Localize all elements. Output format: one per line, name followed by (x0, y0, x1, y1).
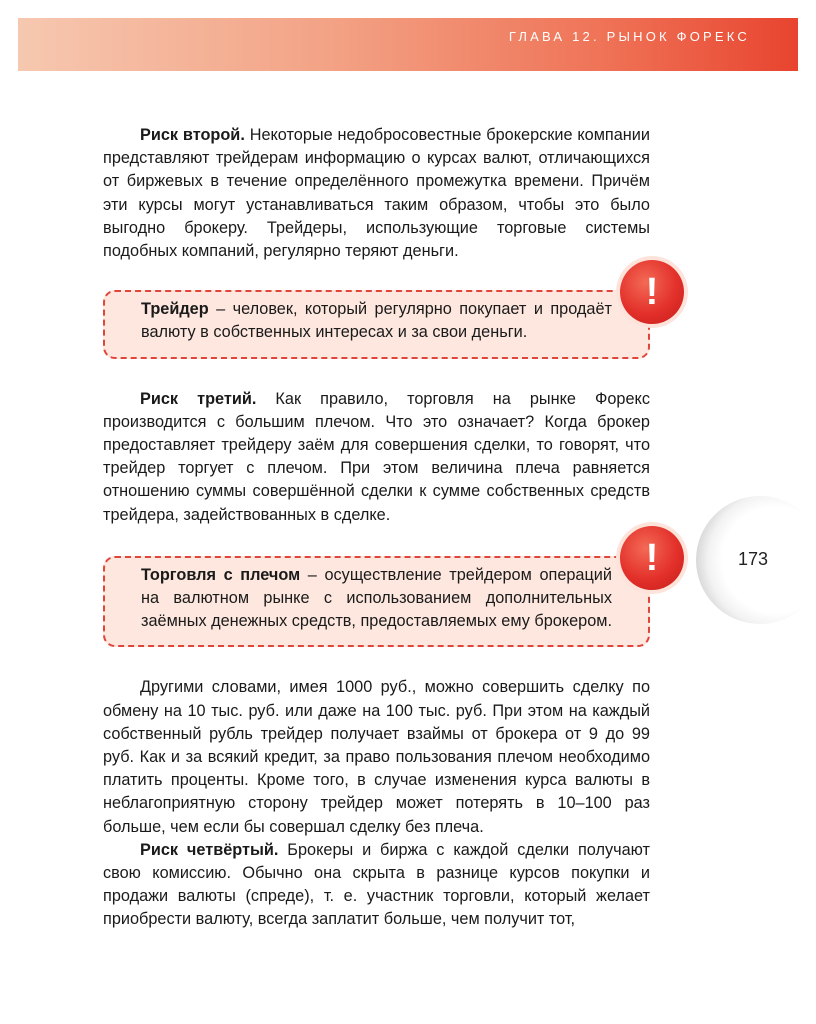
exclamation-icon: ! (620, 526, 684, 590)
chapter-title: ГЛАВА 12. РЫНОК ФОРЕКС (508, 29, 750, 44)
definition-text-trader: – человек, который регулярно покупает и продаёт валюту в собственных интересах и за свои деньги. (141, 300, 612, 342)
definition-term-trader: Трейдер (141, 300, 209, 319)
risk-three-heading: Риск третий. (140, 389, 257, 408)
risk-two-text: Некоторые недобросовестные брокерские компании представляют трейдерам информацию о курсах валют, отличающихся от биржевых в течение определённого промежутка времени. Причём эти курсы могут устанавливаться таким образом, чтобы это было выгодно брокеру. Трейдеры, использующие торговые системы подобных компаний, регулярно теряют деньги. (103, 126, 650, 261)
definition-text-leverage: – осуществление трейдером операций на валютном рынке с использованием дополнительных заёмных денежных средств, предоставляемых ему брокером. (141, 565, 612, 631)
risk-two-heading: Риск второй. (140, 126, 245, 144)
definition-box-trader (103, 271, 659, 358)
risk-four-text: Брокеры и биржа с каждой сделки получают свою комиссию. Обычно она скрыта в разнице курсов покупки и продажи валюты (спреде), т. е. участник торговли, который желает приобрести валюту, всегда заплатит больше, чем получит тот, (103, 840, 650, 929)
paragraph-risk-two (103, 124, 650, 263)
page-number: 173 (738, 549, 769, 569)
paragraph-other-words: Другими словами, имея 1000 руб., можно совершить сделку по обмену на 10 тыс. руб. или даже на 100 тыс. руб. При этом на каждый собственный рубль трейдер получает взаймы от брокера от 9 до 99 руб. Как и за всякий кредит, за право пользования плечом необходимо платить проценты. Кроме того, в случае изменения курса валюты в неблагоприятную сторону трейдер может потерять в 10–100 раз больше, чем если бы совершал сделку без плеча. (103, 678, 650, 836)
risk-three-text: Как правило, торговля на рынке Форекс производится с большим плечом. Что это означает? Когда брокер предоставляет трейдеру заём для совершения сделки, то говорят, что трейдер торгует с плечом. При этом величина плеча равняется отношению суммы совершённой сделки к сумме собственных средств трейдера, задействованных в сделке. (103, 389, 650, 524)
exclamation-icon: ! (620, 260, 684, 324)
chapter-header-bar (18, 18, 798, 71)
paragraph-risk-four (103, 839, 650, 932)
definition-term-leverage: Торговля с плечом (141, 565, 301, 584)
risk-four-heading: Риск четвёртый. (140, 840, 279, 859)
paragraph-risk-three (103, 388, 650, 527)
page-content (103, 124, 659, 932)
definition-box-leverage (103, 536, 659, 648)
